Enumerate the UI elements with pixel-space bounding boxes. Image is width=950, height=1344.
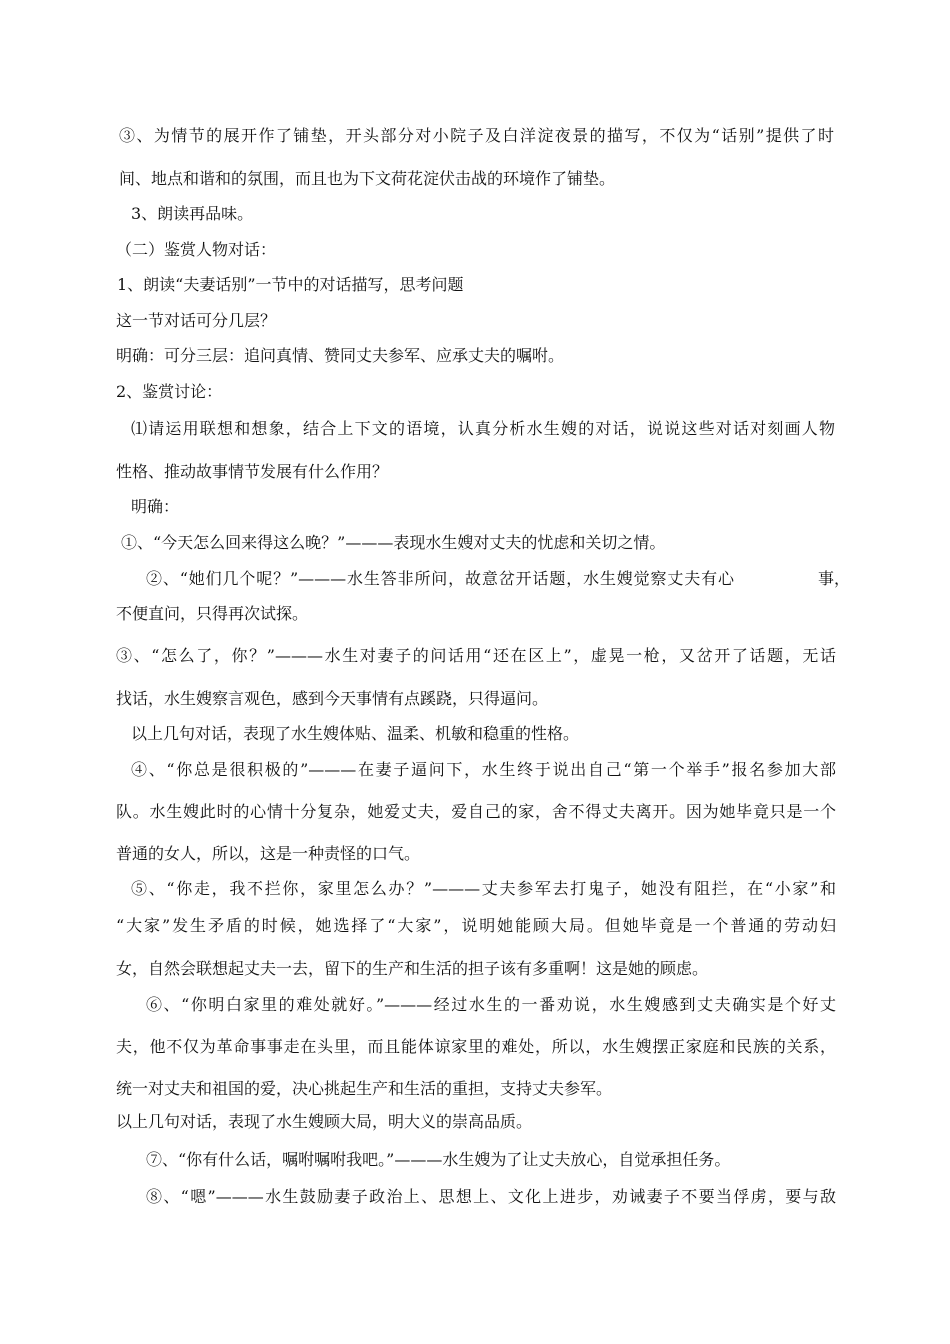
- paragraph-line: ⑴请运用联想和想象，结合上下文的语境，认真分析水生嫂的对话，说说这些对话对刻画人物: [131, 419, 835, 438]
- paragraph-line: 夫，他不仅为革命事事走在头里，而且能体谅家里的难处，所以，水生嫂摆正家庭和民族的关系，: [116, 1037, 836, 1056]
- paragraph-line: ③、“怎么了，你？”———水生对妻子的问话用“还在区上”，虚晃一枪，又岔开了话题，无话: [116, 646, 836, 665]
- paragraph-line: ①、“今天怎么回来得这么晚？”———表现水生嫂对丈夫的忧虑和关切之情。: [121, 533, 666, 552]
- paragraph-line: ⑥、“你明白家里的难处就好。”———经过水生的一番劝说，水生嫂感到丈夫确实是个好丈: [146, 995, 836, 1014]
- paragraph-line: 找话，水生嫂察言观色，感到今天事情有点蹊跷，只得逼问。: [116, 689, 549, 708]
- paragraph-line: 以上几句对话，表现了水生嫂体贴、温柔、机敏和稳重的性格。: [131, 724, 580, 743]
- paragraph-line: 2、鉴赏讨论：: [116, 382, 223, 401]
- paragraph-line: ②、“她们几个呢？”———水生答非所问，故意岔开话题，水生嫂觉察丈夫有心: [146, 569, 734, 588]
- paragraph-line: 不便直问，只得再次试探。: [116, 604, 309, 623]
- paragraph-line: ⑧、“嗯”———水生鼓励妻子政治上、思想上、文化上进步，劝诫妻子不要当俘虏，要与敌: [146, 1187, 836, 1206]
- paragraph-line: ⑦、“你有什么话，嘱咐嘱咐我吧。”———水生嫂为了让丈夫放心，自觉承担任务。: [146, 1150, 731, 1169]
- paragraph-line: 性格、推动故事情节发展有什么作用？: [116, 462, 389, 481]
- paragraph-line: 1、朗读“夫妻话别”一节中的对话描写，思考问题: [117, 275, 464, 294]
- paragraph-line: 明确：可分三层：追问真情、赞同丈夫参军、应承丈夫的嘱咐。: [116, 346, 565, 365]
- paragraph-line: 普通的女人，所以，这是一种责怪的口气。: [116, 844, 421, 863]
- paragraph-line: 这一节对话可分几层？: [116, 311, 277, 330]
- paragraph-line: 3、朗读再品味。: [131, 204, 254, 223]
- paragraph-line: ③、为情节的展开作了铺垫，开头部分对小院子及白洋淀夜景的描写，不仅为“话别”提供了时: [119, 126, 834, 145]
- paragraph-line: 统一对丈夫和祖国的爱，决心挑起生产和生活的重担，支持丈夫参军。: [116, 1079, 613, 1098]
- paragraph-line: ⑤、“你走，我不拦你，家里怎么办？”———丈夫参军去打鬼子，她没有阻拦，在“小家”和: [131, 879, 836, 898]
- paragraph-line: 事，: [818, 569, 851, 588]
- paragraph-line: 以上几句对话，表现了水生嫂顾大局，明大义的崇高品质。: [116, 1112, 533, 1131]
- paragraph-line: 女，自然会联想起丈夫一去，留下的生产和生活的担子该有多重啊！这是她的顾虑。: [116, 959, 709, 978]
- paragraph-line: 明确：: [131, 497, 180, 516]
- paragraph-line: 间、地点和谐和的氛围，而且也为下文荷花淀伏击战的环境作了铺垫。: [119, 169, 616, 188]
- paragraph-line: ④、“你总是很积极的”———在妻子逼问下，水生终于说出自己“第一个举手”报名参加大部: [131, 760, 836, 779]
- paragraph-line: 队。水生嫂此时的心情十分复杂，她爱丈夫，爱自己的家，舍不得丈夫离开。因为她毕竟只是一个: [116, 802, 836, 821]
- section-heading: （二）鉴赏人物对话：: [116, 240, 277, 259]
- paragraph-line: “大家”发生矛盾的时候，她选择了“大家”，说明她能顾大局。但她毕竟是一个普通的劳动妇: [116, 916, 836, 935]
